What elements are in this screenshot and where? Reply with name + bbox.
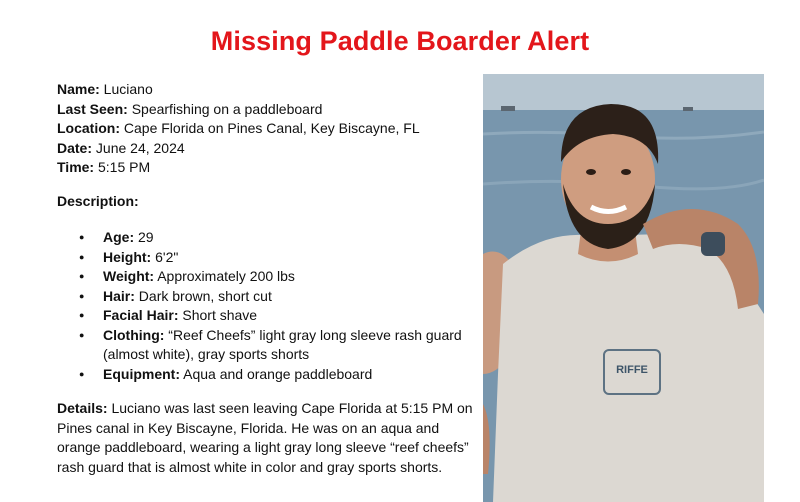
info-value: June 24, 2024	[92, 139, 185, 156]
details-label: Details:	[57, 400, 108, 416]
description-value: Approximately 200 lbs	[154, 268, 295, 284]
info-label: Time:	[57, 159, 95, 175]
description-age	[57, 228, 477, 248]
info-last-seen	[57, 100, 477, 120]
description-value: “Reef Cheefs” light gray long sleeve rash guard (almost white), gray sports shorts	[103, 326, 462, 362]
alert-title: Missing Paddle Boarder Alert	[210, 26, 590, 56]
shirt-logo-text: RIFFE	[616, 364, 648, 376]
info-value: Spearfishing on a paddleboard	[127, 100, 323, 117]
description-value: Short shave	[178, 307, 258, 323]
basic-info	[57, 80, 477, 178]
info-label: Date:	[57, 139, 93, 156]
description-height	[57, 248, 477, 268]
description-label: Age:	[103, 229, 135, 245]
info-value: Luciano	[99, 81, 153, 97]
description-equipment	[57, 365, 477, 385]
description-weight	[57, 267, 477, 287]
info-time	[57, 158, 477, 178]
description-value: Aqua and orange paddleboard	[180, 365, 373, 382]
info-value: Cape Florida on Pines Canal, Key Biscayne, FL	[120, 120, 420, 136]
description-facial-hair	[57, 306, 477, 326]
shirt-logo	[603, 349, 661, 395]
description-label: Clothing:	[103, 326, 165, 343]
description-clothing	[57, 326, 477, 365]
photo-illustration	[483, 74, 764, 502]
info-name	[57, 80, 477, 100]
info-date	[57, 139, 477, 159]
info-label: Name:	[57, 81, 100, 97]
description-list	[57, 228, 477, 384]
description-value: 29	[134, 229, 154, 245]
info-value: 5:15 PM	[94, 159, 151, 175]
description-hair	[57, 287, 477, 307]
missing-person-photo	[483, 74, 764, 502]
info-label: Last Seen:	[57, 100, 128, 117]
description-label: Weight:	[103, 268, 155, 284]
description-label: Hair:	[103, 287, 135, 304]
description-label: Height:	[103, 248, 152, 265]
details-text: Luciano was last seen leaving Cape Florida at 5:15 PM on Pines canal in Key Biscayne, Florida. He was on an aqua and orange paddleboard, wearing a light gray long sleeve “reef cheefs” rash guard that is almost white in color and gray sports shorts.	[57, 400, 473, 475]
description-value: Dark brown, short cut	[134, 287, 272, 304]
description-label: Facial Hair:	[103, 307, 179, 323]
description-heading: Description:	[57, 193, 139, 209]
info-label: Location:	[57, 120, 120, 136]
info-location	[57, 119, 477, 139]
details-paragraph	[57, 399, 477, 477]
description-label: Equipment:	[103, 365, 180, 382]
description-value: 6'2"	[151, 248, 179, 265]
